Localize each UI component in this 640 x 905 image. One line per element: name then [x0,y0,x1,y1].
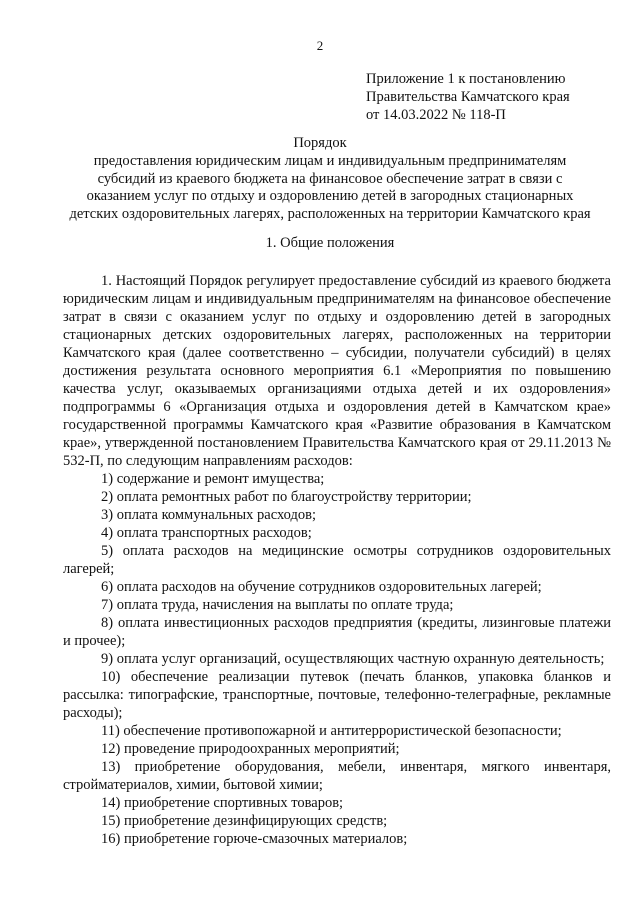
list-item: 7) оплата труда, начисления на выплаты по оплате труда; [101,597,454,613]
subtitle-line: предоставления юридическим лицам и индивидуальным предпринимателям [93,153,567,169]
appendix-line: Правительства Камчатского края [366,89,570,105]
appendix-line: от 14.03.2022 № 118-П [366,107,506,123]
document-body [63,272,611,848]
appendix-line: Приложение 1 к постановлению [366,71,566,87]
list-item: 8) оплата инвестиционных расходов предприятия (кредиты, лизинговые платежи и прочее); [63,615,611,649]
list-item: 5) оплата расходов на медицинские осмотры сотрудников оздоровительных лагерей; [63,543,611,577]
list-item: 14) приобретение спортивных товаров; [101,795,344,811]
subtitle-line: оказанием услуг по отдыху и оздоровлению детей в загородных стационарных [86,188,574,204]
page-number: 2 [316,38,324,53]
list-item: 9) оплата услуг организаций, осуществляющих частную охранную деятельность; [101,651,605,667]
list-item: 11) обеспечение противопожарной и антитеррористической безопасности; [101,723,562,739]
list-item: 13) приобретение оборудования, мебели, инвентаря, мягкого инвентаря, стройматериалов, химии, бытовой химии; [63,759,611,793]
list-item: 10) обеспечение реализации путевок (печать бланков, упаковка бланков и рассылка: типографские, транспортные, почтовые, телефонно-телеграфные, рекламные расходы); [63,669,611,721]
paragraph: 1. Настоящий Порядок регулирует предоставление субсидий из краевого бюджета юридическим лицам и индивидуальным предпринимателям на финансовое обеспечение затрат в связи с оказанием услуг по отдыху и оздоровлению детей в загородных стационарных детских оздоровительных лагерях, расположенных на территории Камчатского края (далее соответственно – субсидии, получатели субсидий) в целях достижения результата основного мероприятия 6.1 «Мероприятия по повышению качества услуг, оказываемых организациями отдыха детей и их оздоровления» подпрограммы 6 «Организация отдыха и оздоровления детей в Камчатском крае» государственной программы Камчатского края «Развитие образования в Камчатском крае», утвержденной постановлением Правительства Камчатского края от 29.11.2013 № 532-П, по следующим направлениям расходов: [63,273,611,469]
list-item: 2) оплата ремонтных работ по благоустройству территории; [101,489,472,505]
document-title: Порядок [293,135,347,151]
appendix-block [366,70,570,124]
list-item: 15) приобретение дезинфицирующих средств; [101,813,388,829]
list-item: 12) проведение природоохранных мероприятий; [101,741,400,757]
list-item: 3) оплата коммунальных расходов; [101,507,316,523]
document-subtitle [40,153,620,223]
list-item: 4) оплата транспортных расходов; [101,525,312,541]
list-item: 1) содержание и ремонт имущества; [101,471,325,487]
section-heading: 1. Общие положения [265,235,395,251]
subtitle-line: субсидий из краевого бюджета на финансовое обеспечение затрат в связи с [97,170,563,187]
list-item: 6) оплата расходов на обучение сотрудников оздоровительных лагерей; [101,579,542,595]
list-item: 16) приобретение горюче-смазочных материалов; [101,831,408,847]
subtitle-line: детских оздоровительных лагерях, расположенных на территории Камчатского края [69,205,591,222]
